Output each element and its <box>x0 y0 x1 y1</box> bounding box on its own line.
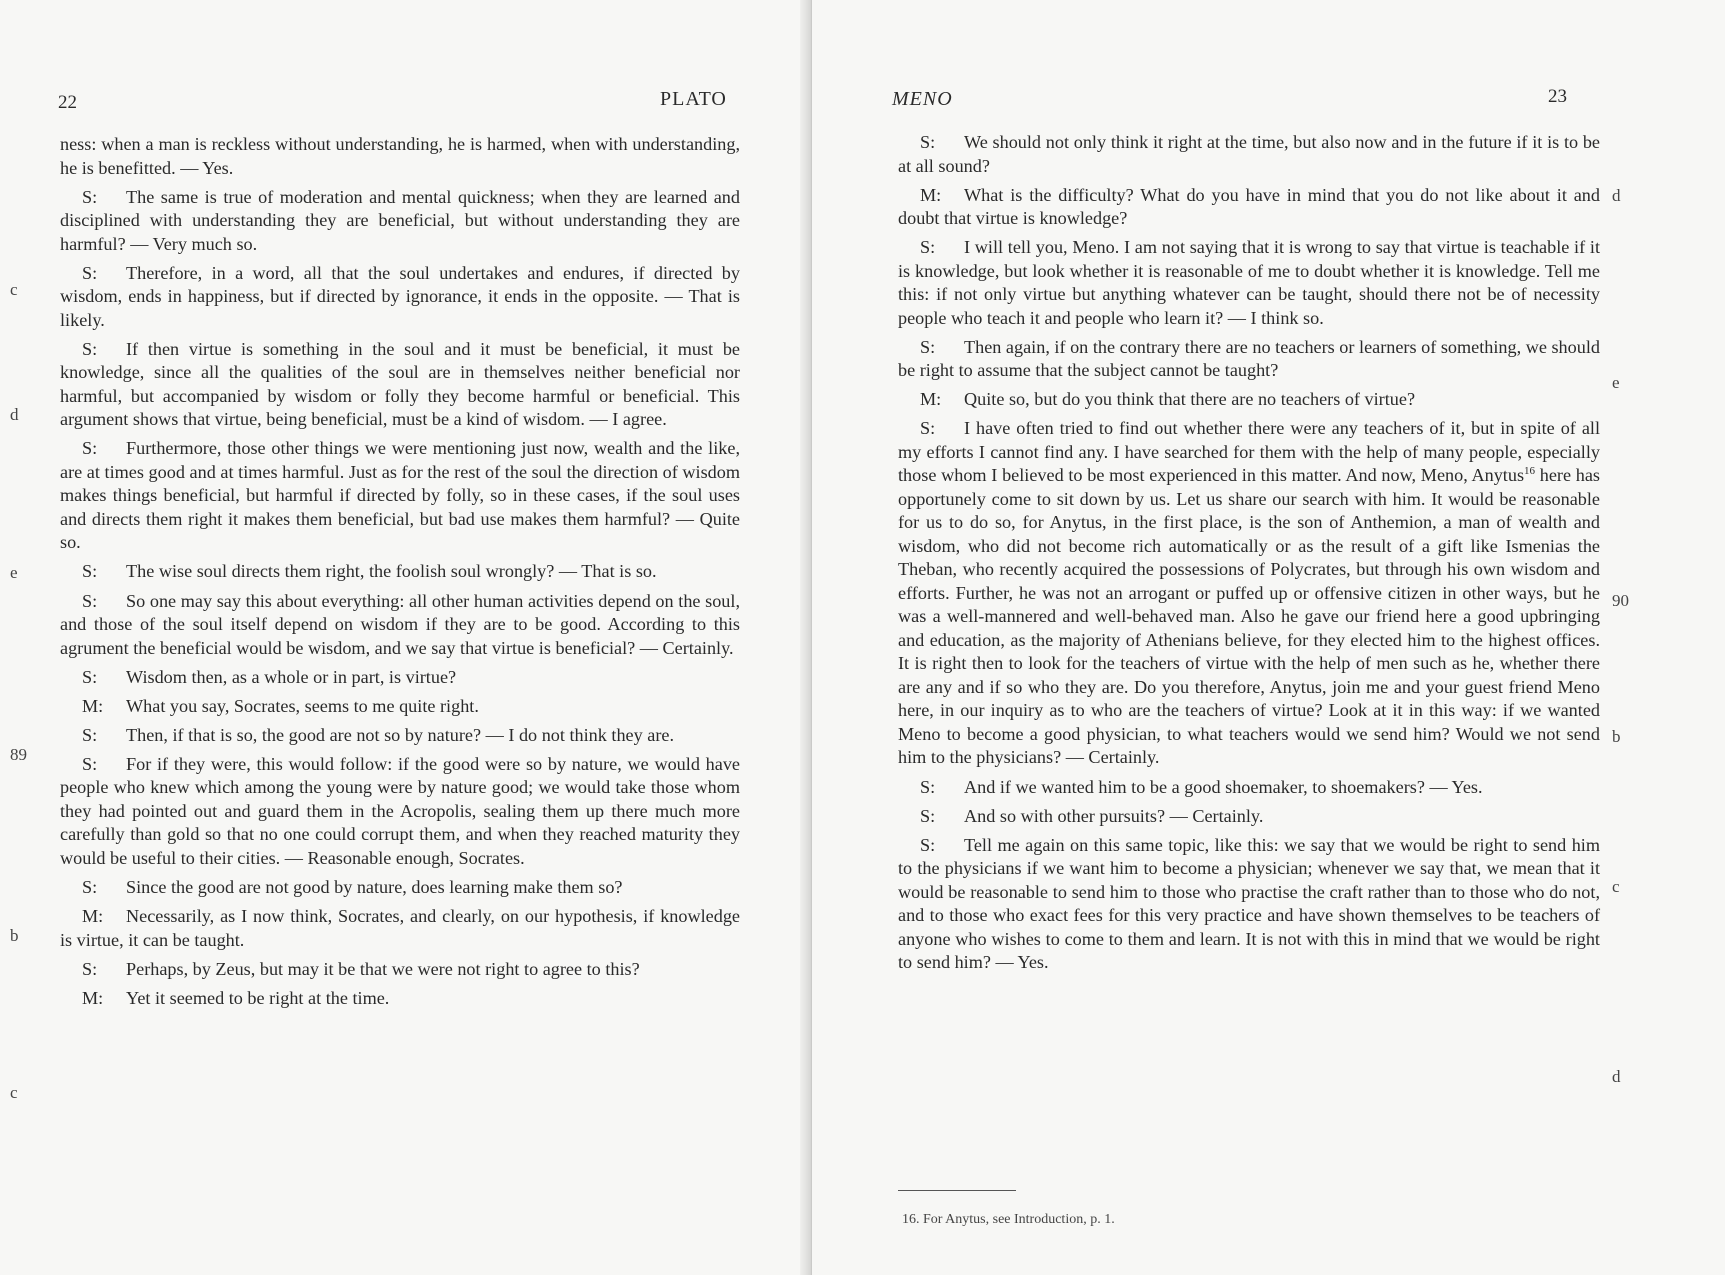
speaker-label: S: <box>82 590 98 611</box>
paragraph <box>60 666 740 690</box>
paragraph-text: Necessarily, as I now think, Socrates, and clearly, on our hypothesis, if knowledge is virtue, it can be taught. <box>60 906 740 950</box>
paragraph <box>898 336 1600 383</box>
paragraph <box>898 388 1600 412</box>
speaker-label: M: <box>920 184 942 205</box>
margin-marker: d <box>1612 1067 1621 1086</box>
margin-marker: d <box>10 405 19 424</box>
paragraph-text: Perhaps, by Zeus, but may it be that we were not right to agree to this? <box>126 958 640 979</box>
margin-marker: e <box>10 563 18 582</box>
paragraph <box>898 131 1600 178</box>
speaker-label: S: <box>82 753 98 774</box>
page-number-right: 23 <box>1548 86 1567 107</box>
paragraph-text: Therefore, in a word, all that the soul undertakes and endures, if directed by wisdom, ends in happiness, but if directed by ignorance, it ends in the opposite. — That is likely. <box>60 262 740 330</box>
paragraph <box>60 338 740 432</box>
margin-marker: b <box>10 926 19 945</box>
paragraph-text: Tell me again on this same topic, like this: we say that we would be right to send him to the physicians if we want him to become a physician; whenever we say that, we mean that it would be reasonable to send him to those who practise the craft rather than to those who do not, and to those who exact fees for this very practice and have shown themselves to be teachers of anyone who wishes to come to them and learn. It is not with this in mind that we would be right to send him? — Yes. <box>898 834 1600 973</box>
paragraph-text: If then virtue is something in the soul and it must be beneficial, it must be knowledge, since all the qualities of the soul are in themselves neither beneficial nor harmful, but accompanied by wisdom or folly they become harmful or beneficial. This argument shows that virtue, being beneficial, must be a kind of wisdom. — I agree. <box>60 338 740 430</box>
paragraph-text: Yet it seemed to be right at the time. <box>126 987 390 1008</box>
paragraph <box>898 805 1600 829</box>
paragraph <box>60 987 740 1011</box>
paragraph <box>60 590 740 661</box>
paragraph-text: So one may say this about everything: all other human activities depend on the soul, and those of the soul itself depend on wisdom if they are to be good. According to this agrument the beneficial would be wisdom, and we say that virtue is beneficial? — Certainly. <box>60 590 740 658</box>
paragraph-text: And if we wanted him to be a good shoemaker, to shoemakers? — Yes. <box>964 776 1483 797</box>
paragraph <box>60 876 740 900</box>
paragraph-text: ness: when a man is reckless without understanding, he is harmed, when with understanding, he is benefitted. — Yes. <box>60 134 740 178</box>
paragraph <box>898 236 1600 330</box>
paragraph-text: Since the good are not good by nature, does learning make them so? <box>126 877 623 898</box>
running-head-left: PLATO <box>660 88 727 110</box>
margin-marker: b <box>1612 727 1621 746</box>
paragraph <box>60 186 740 257</box>
speaker-label: M: <box>82 906 104 927</box>
paragraph-text: Wisdom then, as a whole or in part, is virtue? <box>126 666 457 687</box>
speaker-label: S: <box>920 418 936 439</box>
paragraph-text: Furthermore, those other things we were mentioning just now, wealth and the like, are at times good and at times harmful. Just as for the rest of the soul the direction of wisdom makes things beneficial, but harmful if directed by folly, so in these cases, if the soul uses and directs them right it makes them beneficial, but bad use makes them harmful? — Quite so. <box>60 438 740 553</box>
paragraph <box>60 262 740 333</box>
paragraph <box>898 776 1600 800</box>
margin-marker: c <box>10 1083 18 1102</box>
speaker-label: S: <box>920 132 936 152</box>
paragraph-text: I will tell you, Meno. I am not saying that it is wrong to say that virtue is teachable if it is knowledge, but look whether it is reasonable of me to doubt whether it is knowledge. Tell me this: if not only virtue but anything whatever can be taught, should there not be of necessity people who teach it and people who learn it? — I think so. <box>898 237 1600 328</box>
margin-marker: d <box>1612 186 1621 205</box>
paragraph-text: Quite so, but do you think that there are no teachers of virtue? <box>964 389 1416 410</box>
speaker-label: S: <box>82 438 98 459</box>
right-page-text <box>898 131 1600 980</box>
speaker-label: S: <box>82 666 98 687</box>
paragraph-text: here has opportunely come to sit down by us. Let us share our search with him. It would be reasonable for us to do so, for Anytus, in the first place, is the son of Anthemion, a man of wealth and wisdom, who did not become rich automatically or as the result of a gift like Ismenias the Theban, who recently acquired the possessions of Polycrates, but through his own wisdom and efforts. Further, he was not an arrogant or puffed up or offensive citizen in other ways, but he was a well-mannered and well-behaved man. Also he gave our friend here a good upbringing and education, as the majority of Athenians believe, for they elected him to the highest offices. It is right then to look for the teachers of virtue with the help of men such as he, whether there are any and if so who they are. Do you therefore, Anytus, join me and your guest friend Meno here, in our inquiry as to who are the teachers of virtue? Look at it in this way: if we wanted Meno to become a good physician, to what teachers would we send him? Would we not send him to the physicians? — Certainly. <box>898 465 1601 768</box>
speaker-label: S: <box>82 262 98 283</box>
paragraph-text: The same is true of moderation and mental quickness; when they are learned and disciplined with understanding they are beneficial, but without understanding they are harmful? — Very much so. <box>60 186 740 254</box>
paragraph-text: What is the difficulty? What do you have in mind that you do not like about it and doubt that virtue is knowledge? <box>898 184 1600 229</box>
margin-marker: c <box>1612 877 1620 896</box>
speaker-label: M: <box>82 987 104 1008</box>
margin-marker: 90 <box>1612 591 1629 610</box>
speaker-label: S: <box>82 724 98 745</box>
footnote-rule <box>898 1190 1016 1191</box>
paragraph <box>898 184 1600 231</box>
margin-marker: e <box>1612 373 1620 392</box>
paragraph <box>898 834 1600 975</box>
right-page <box>812 0 1725 1275</box>
running-head-right: MENO <box>892 88 953 110</box>
left-page <box>0 0 812 1275</box>
speaker-label: S: <box>920 336 936 357</box>
paragraph-text: I have often tried to find out whether there were any teachers of it, but in spite of all my efforts I cannot find any. I have searched for them with the help of many people, especially those whom I believed to be most experienced in this matter. And now, Meno, Anytus <box>898 418 1600 486</box>
paragraph <box>60 753 740 871</box>
paragraph <box>898 417 1600 770</box>
paragraph-text: Then, if that is so, the good are not so by nature? — I do not think they are. <box>126 724 675 745</box>
speaker-label: S: <box>920 805 936 826</box>
paragraph <box>60 437 740 555</box>
speaker-label: S: <box>920 237 936 258</box>
paragraph-text: The wise soul directs them right, the foolish soul wrongly? — That is so. <box>126 561 657 582</box>
paragraph <box>60 724 740 748</box>
speaker-label: S: <box>82 877 98 898</box>
page-number-left: 22 <box>58 92 77 113</box>
paragraph <box>60 133 740 180</box>
speaker-label: S: <box>82 561 98 582</box>
speaker-label: S: <box>82 186 98 207</box>
speaker-label: S: <box>920 776 936 797</box>
paragraph <box>60 958 740 982</box>
margin-marker: c <box>10 280 18 299</box>
speaker-label: M: <box>82 695 104 716</box>
left-page-text <box>60 133 740 1016</box>
speaker-label: S: <box>920 834 936 855</box>
paragraph-text: We should not only think it right at the time, but also now and in the future if it is to be at all sound? <box>898 132 1600 176</box>
speaker-label: S: <box>82 958 98 979</box>
margin-marker: 89 <box>10 745 27 764</box>
footnote-reference[interactable]: 16 <box>1524 465 1536 478</box>
paragraph <box>60 560 740 584</box>
speaker-label: S: <box>82 338 98 359</box>
footnote: 16. For Anytus, see Introduction, p. 1. <box>902 1212 1115 1227</box>
paragraph-text: Then again, if on the contrary there are no teachers or learners of something, we should be right to assume that the subject cannot be taught? <box>898 336 1600 381</box>
paragraph-text: For if they were, this would follow: if the good were so by nature, we would have people who knew which among the young were by nature good; we would take those whom they had pointed out and guard them in the Acropolis, sealing them up there much more carefully than gold so that no one could corrupt them, and when they reached maturity they would be useful to their cities. — Reasonable enough, Socrates. <box>60 753 740 868</box>
paragraph <box>60 695 740 719</box>
paragraph-text: What you say, Socrates, seems to me quite right. <box>126 695 479 716</box>
speaker-label: M: <box>920 389 942 410</box>
paragraph <box>60 905 740 952</box>
paragraph-text: And so with other pursuits? — Certainly. <box>964 805 1264 826</box>
